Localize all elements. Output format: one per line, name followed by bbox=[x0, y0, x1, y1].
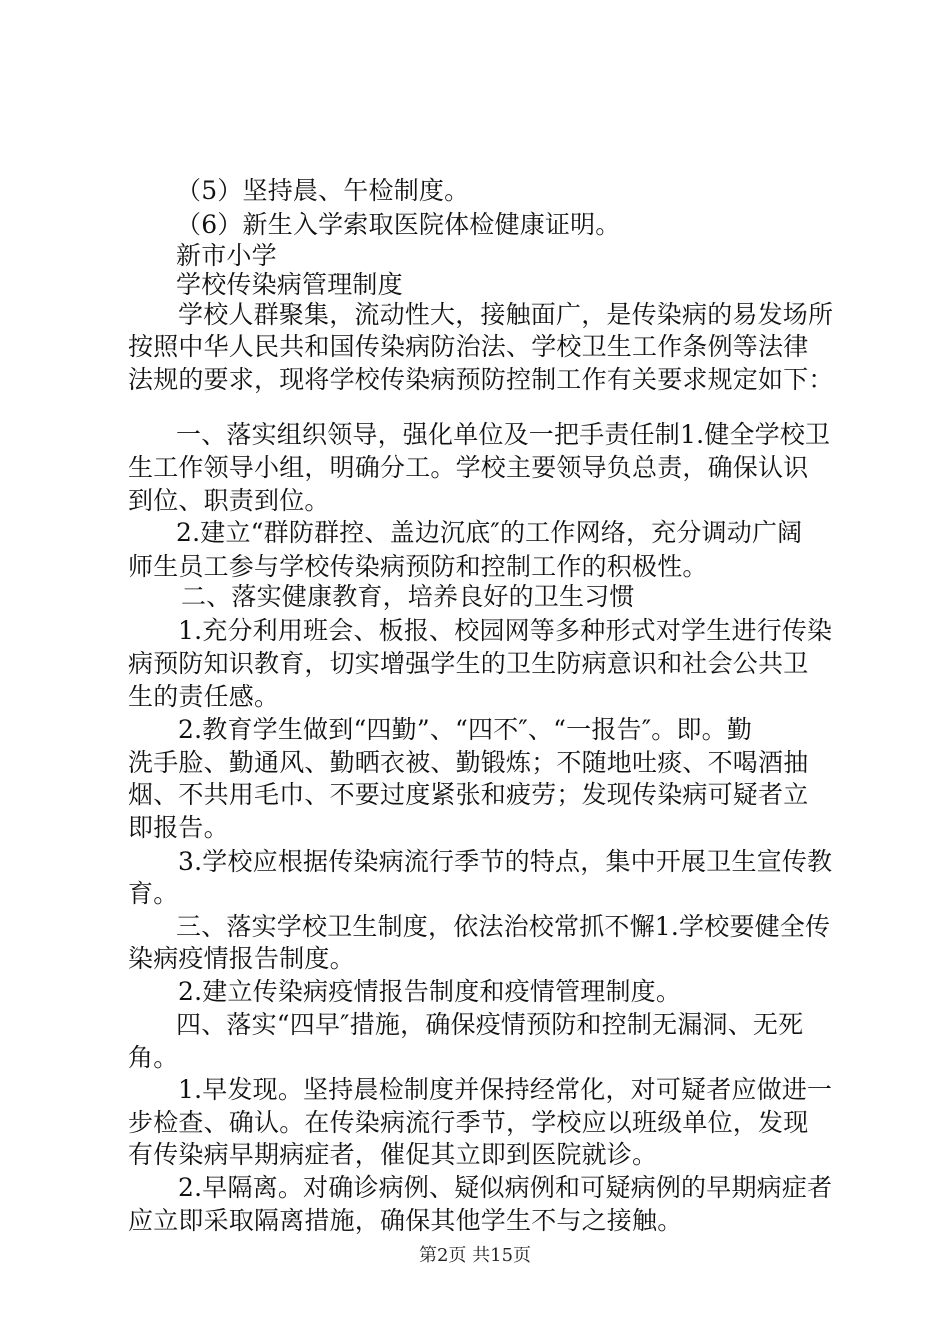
text-line: （5）坚持晨、午检制度。 bbox=[176, 176, 470, 205]
text-line: 即报告。 bbox=[128, 813, 229, 842]
text-line: 应立即采取隔离措施，确保其他学生不与之接触。 bbox=[128, 1206, 683, 1235]
text-line: 3.学校应根据传染病流行季节的特点，集中开展卫生宣传教 bbox=[178, 847, 833, 876]
text-line: 2.早隔离。对确诊病例、疑似病例和可疑病例的早期病症者 bbox=[178, 1173, 833, 1202]
text-line: （6）新生入学索取医院体检健康证明。 bbox=[176, 210, 621, 239]
text-line: 生的责任感。 bbox=[128, 682, 280, 711]
text-line: 二、落实健康教育，培养良好的卫生习惯 bbox=[181, 582, 635, 611]
text-line: 2.建立“群防群控、盖边沉底″的工作网络，充分调动广阔 bbox=[176, 518, 803, 547]
text-line: 1.充分利用班会、板报、校园网等多种形式对学生进行传染 bbox=[178, 616, 833, 645]
text-line: 育。 bbox=[128, 879, 179, 908]
section-title: 学校传染病管理制度 bbox=[176, 270, 403, 299]
text-line: 到位、职责到位。 bbox=[128, 486, 330, 515]
text-line: 步检查、确认。在传染病流行季节，学校应以班级单位，发现 bbox=[128, 1108, 809, 1137]
text-line: 法规的要求，现将学校传染病预防控制工作有关要求规定如下： bbox=[128, 365, 834, 394]
school-name: 新市小学 bbox=[176, 241, 277, 270]
text-line: 有传染病早期病症者，催促其立即到医院就诊。 bbox=[128, 1140, 658, 1169]
text-line: 生工作领导小组，明确分工。学校主要领导负总责，确保认识 bbox=[128, 453, 809, 482]
text-line: 三、落实学校卫生制度，依法治校常抓不懈1.学校要健全传 bbox=[176, 912, 831, 941]
text-line: 烟、不共用毛巾、不要过度紧张和疲劳；发现传染病可疑者立 bbox=[128, 780, 809, 809]
text-line: 按照中华人民共和国传染病防治法、学校卫生工作条例等法律 bbox=[128, 332, 809, 361]
text-line: 师生员工参与学校传染病预防和控制工作的积极性。 bbox=[128, 552, 708, 581]
text-line: 一、落实组织领导，强化单位及一把手责任制1.健全学校卫 bbox=[176, 420, 831, 449]
text-line: 四、落实“四早″措施，确保疫情预防和控制无漏洞、无死 bbox=[176, 1010, 804, 1039]
text-line: 2.建立传染病疫情报告制度和疫情管理制度。 bbox=[178, 977, 682, 1006]
text-line: 角。 bbox=[128, 1043, 179, 1072]
text-line: 2.教育学生做到“四勤”、“四不″、“一报告″。即。勤 bbox=[178, 715, 753, 744]
text-line: 学校人群聚集，流动性大，接触面广，是传染病的易发场所 bbox=[178, 300, 834, 329]
text-line: 1.早发现。坚持晨检制度并保持经常化，对可疑者应做进一 bbox=[178, 1075, 833, 1104]
text-line: 染病疫情报告制度。 bbox=[128, 944, 355, 973]
text-line: 病预防知识教育，切实增强学生的卫生防病意识和社会公共卫 bbox=[128, 649, 809, 678]
text-line: 洗手脸、勤通风、勤晒衣被、勤锻炼；不随地吐痰、不喝酒抽 bbox=[128, 748, 809, 777]
page-number-footer: 第2页 共15页 bbox=[418, 1245, 532, 1266]
